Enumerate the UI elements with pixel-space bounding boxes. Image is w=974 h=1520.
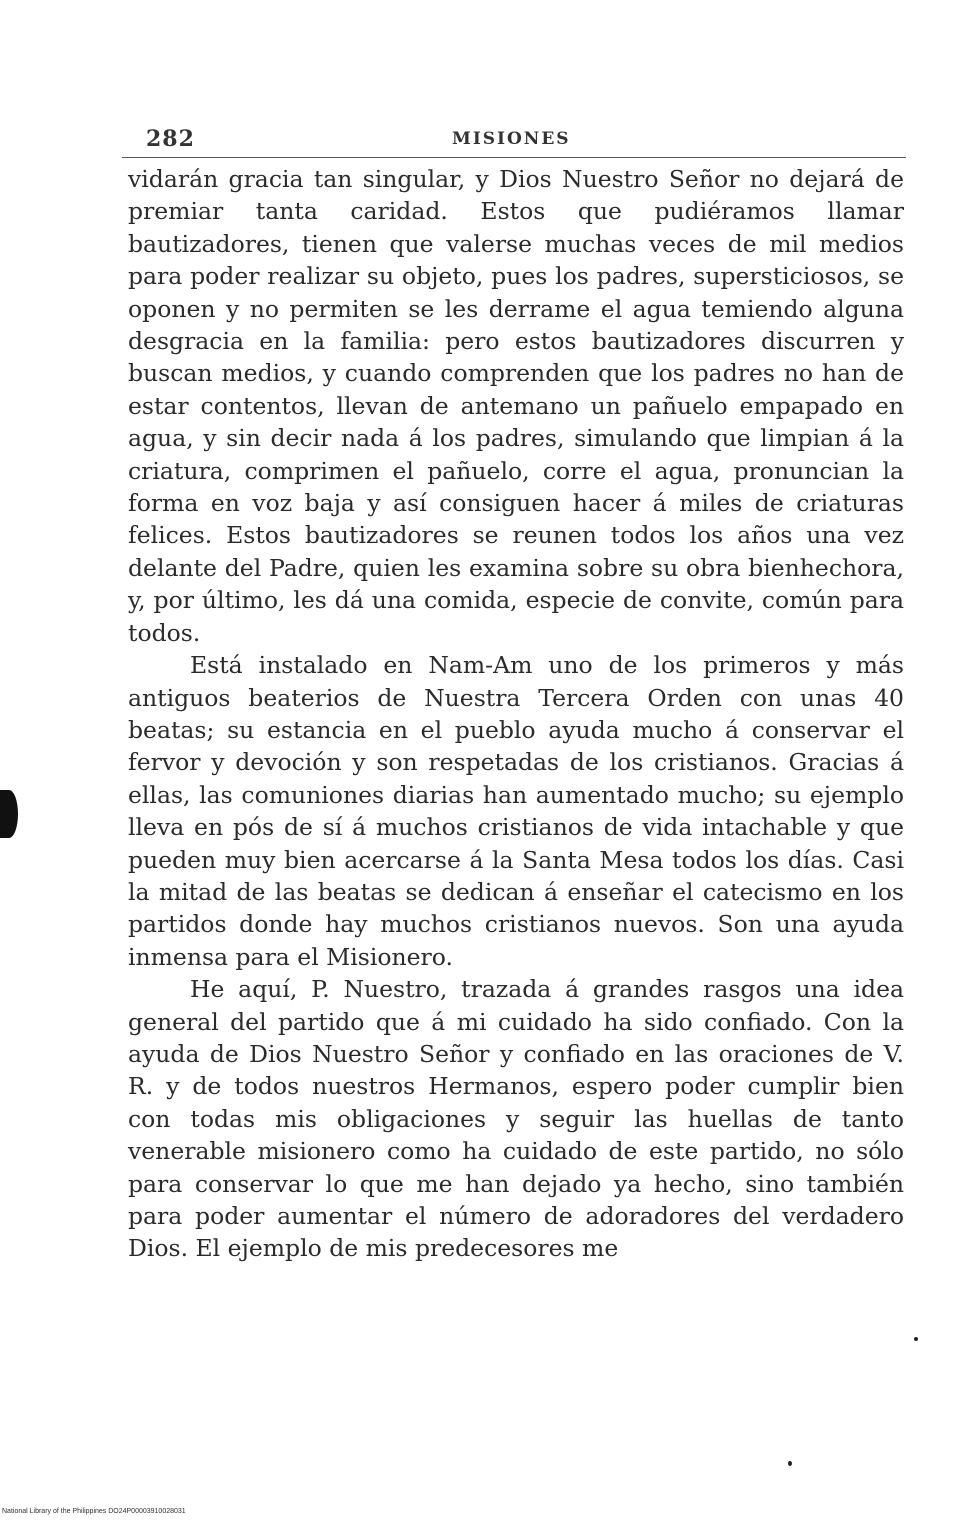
- paragraph-2: Está instalado en Nam-Am uno de los primeros y más antiguos beaterios de Nuestra Tercera Orden con unas 40 beatas; su estancia en el pueblo ayuda mucho á conservar el fervor y devoción y son respetadas de los cristianos. Gracias á ellas, las comuniones diarias han aumentado mucho; su ejemplo lleva en pós de sí á muchos cristianos de vida intachable y que pueden muy bien acercarse á la Santa Mesa todos los días. Casi la mitad de las beatas se dedican á enseñar el catecismo en los partidos donde hay muchos cristianos nuevos. Son una ayuda inmensa para el Misionero.: [128, 651, 904, 971]
- running-title: MISIONES: [452, 129, 571, 149]
- paragraph-3: He aquí, P. Nuestro, trazada á grandes rasgos una idea general del partido que á mi cuidado ha sido confiado. Con la ayuda de Dios Nuestro Señor y confiado en las oraciones de V. R. y de todos nuestros Hermanos, espero poder cumplir bien con todas mis obligaciones y seguir las huellas de tanto venerable misionero como ha cuidado de este partido, no sólo para conservar lo que me han dejado ya hecho, sino también para poder aumentar el número de adoradores del verdadero Dios. El ejemplo de mis predecesores me: [128, 975, 904, 1263]
- page-number: 282: [146, 126, 195, 152]
- binding-shadow: [0, 790, 18, 838]
- body-text: [128, 163, 904, 1265]
- header-rule: [122, 157, 906, 158]
- page-header: [122, 126, 906, 156]
- ink-speck: [914, 1337, 918, 1341]
- ink-speck: [788, 1461, 792, 1466]
- paragraph-1: vidarán gracia tan singular, y Dios Nuestro Señor no dejará de premiar tanta caridad. Estos que pudiéramos llamar bautizadores, tienen que valerse muchas veces de mil medios para poder realizar su objeto, pues los padres, supersticiosos, se oponen y no permiten se les derrame el agua temiendo alguna desgracia en la familia: pero estos bautizadores discurren y buscan medios, y cuando comprenden que los padres no han de estar contentos, llevan de antemano un pañuelo empapado en agua, y sin decir nada á los padres, simulando que limpian á la criatura, comprimen el pañuelo, corre el agua, pronuncian la forma en voz baja y así consiguen hacer á miles de criaturas felices. Estos bautizadores se reunen todos los años una vez delante del Padre, quien les examina sobre su obra bienhechora, y, por último, les dá una comida, especie de convite, común para todos.: [128, 165, 904, 647]
- library-credit: National Library of the Philippines DO24P00003910028031: [2, 1508, 186, 1515]
